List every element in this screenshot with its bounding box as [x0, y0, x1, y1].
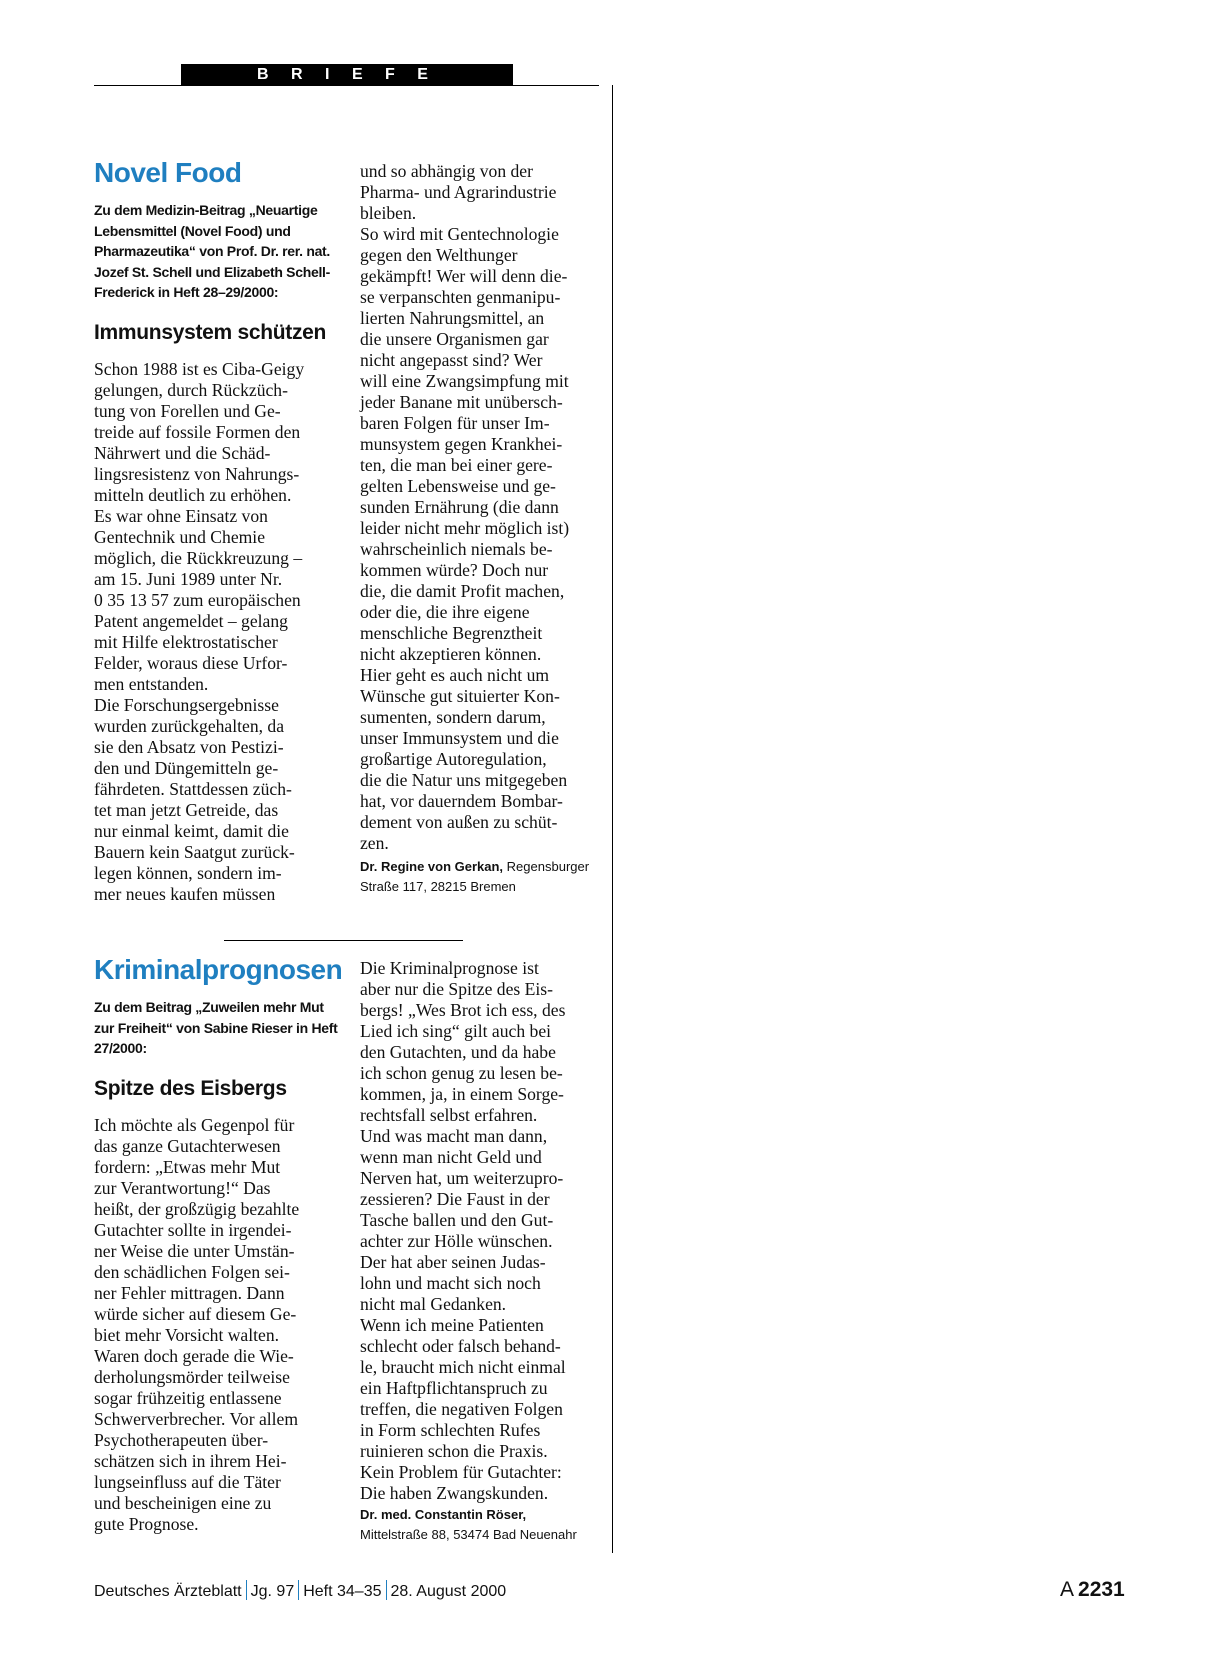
section-label: B R I E F E — [181, 64, 513, 86]
author-address: Mittelstraße 88, 53474 Bad Neuenahr — [360, 1527, 577, 1542]
letter-body-right: und so abhängig von der Pharma- und Agrarindustrie bleiben. So wird mit Gentechnologie gegen den Welthunger gekämpft! Wer will denn die- se verpanschten genmanipu- lierten Nahrungsmittel, an die unsere Organismen gar nicht angepasst sind? Wer will eine Zwangsimpfung mit jeder Banane mit unübersch- baren Folgen für unser Im- munsystem gegen Krankhei- ten, die man bei einer gere- gelten Lebensweise und ge- sunden Ernährung (die dann leider nicht mehr möglich ist) wahrscheinlich niemals be- kommen würde? Doch nur die, die damit Profit machen, oder die, die ihre eigene menschliche Begrenztheit nicht akzeptieren können. Hier geht es auch nicht um Wünsche gut situierter Kon- sumenten, sondern darum, unser Immunsystem und die großartige Autoregulation, die die Natur uns mitgegeben hat, vor dauerndem Bombar- dement von außen zu schüt- zen. — [360, 161, 570, 853]
article-novel-food-left — [94, 156, 342, 905]
article-novel-food-right — [360, 161, 608, 897]
volume: Jg. 97 — [250, 1583, 295, 1600]
publication-name: Deutsches Ärzteblatt — [94, 1583, 242, 1600]
letter-body-left: Schon 1988 ist es Ciba-Geigy gelungen, durch Rückzüch- tung von Forellen und Ge- treide auf fossile Formen den Nährwert und die Schäd- lingsresistenz von Nahrungs- mitteln deutlich zu erhöhen. Es war ohne Einsatz von Gentechnik und Chemie möglich, die Rückkreuzung – am 15. Juni 1989 unter Nr. 0 35 13 57 zum europäischen Patent angemeldet – gelang mit Hilfe elektrostatischer Felder, woraus diese Urfor- men entstanden. Die Forschungsergebnisse wurden zurückgehalten, da sie den Absatz von Pestizi- den und Düngemitteln ge- fährdeten. Stattdessen züch- tet man jetzt Getreide, das nur einmal keimt, damit die Bauern kein Saatgut zurück- legen können, sondern im- mer neues kaufen müssen — [94, 358, 305, 904]
letter-signature — [360, 1505, 608, 1545]
footer-separator — [246, 1580, 247, 1600]
page-number-block — [1060, 1578, 1125, 1602]
article-intro: Zu dem Medizin-Beitrag „Neuartige Lebensmittel (Novel Food) und Pharmazeutika“ von Prof. Dr. rer. nat. Jozef St. Schell und Elizabeth Schell-Frederick in Heft 28–29/2000: — [94, 202, 331, 300]
letter-body-left: Ich möchte als Gegenpol für das ganze Gutachterwesen fordern: „Etwas mehr Mut zur Verantwortung!“ Das heißt, der großzügig bezahlte Gutachter sollte in irgendei- ner Weise die unter Umstän- den schädlichen Folgen sei- ner Fehler mittragen. Dann würde sicher auf diesem Ge- biet mehr Vorsicht walten. Waren doch gerade die Wie- derholungsmörder teilweise sogar frühzeitig entlassene Schwerverbrecher. Vor allem Psychotherapeuten über- schätzen sich in ihrem Hei- lungseinfluss auf die Täter und bescheinigen eine zu gute Prognose. — [94, 1114, 300, 1534]
letter-signature — [360, 857, 608, 897]
column-divider — [612, 85, 613, 1553]
page-number: 2231 — [1078, 1578, 1125, 1601]
footer-separator — [386, 1580, 387, 1600]
article-title: Kriminalprognosen — [94, 954, 343, 985]
author-address: Regensburger Straße 117, 28215 Bremen — [360, 859, 590, 894]
article-kriminalprognosen-left — [94, 953, 342, 1535]
article-intro: Zu dem Beitrag „Zuweilen mehr Mut zur Freiheit“ von Sabine Rieser in Heft 27/2000: — [94, 999, 338, 1056]
letter-subhead: Immunsystem schützen — [94, 320, 327, 344]
article-kriminalprognosen-right — [360, 958, 608, 1545]
article-title: Novel Food — [94, 157, 242, 188]
letter-body-right: Die Kriminalprognose ist aber nur die Spitze des Eis- bergs! „Wes Brot ich ess, des Lied ich sing“ gilt auch bei den Gutachten, und da habe ich schon genug zu lesen be- kommen, ja, in einem Sorge- rechtsfall selbst erfahren. Und was macht man dann, wenn man nicht Geld und Nerven hat, um weiterzupro- zessieren? Die Faust in der Tasche ballen und den Gut- achter zur Hölle wünschen. Der hat aber seinen Judas- lohn und macht sich noch nicht mal Gedanken. Wenn ich meine Patienten schlecht oder falsch behand- le, braucht mich nicht einmal ein Haftpflichtanspruch zu treffen, die negativen Folgen in Form schlechten Rufes ruinieren schon die Praxis. Kein Problem für Gutachter: Die haben Zwangskunden. — [360, 958, 566, 1503]
top-rule — [94, 85, 599, 86]
author-name: Dr. Regine von Gerkan, — [360, 859, 504, 874]
footer-separator — [298, 1580, 299, 1600]
article-separator — [224, 940, 463, 941]
issue-date: 28. August 2000 — [390, 1583, 507, 1600]
letter-subhead: Spitze des Eisbergs — [94, 1076, 287, 1100]
author-name: Dr. med. Constantin Röser, — [360, 1507, 527, 1522]
page-footer — [94, 1580, 506, 1603]
page-prefix: A — [1060, 1578, 1075, 1601]
issue: Heft 34–35 — [303, 1583, 382, 1600]
